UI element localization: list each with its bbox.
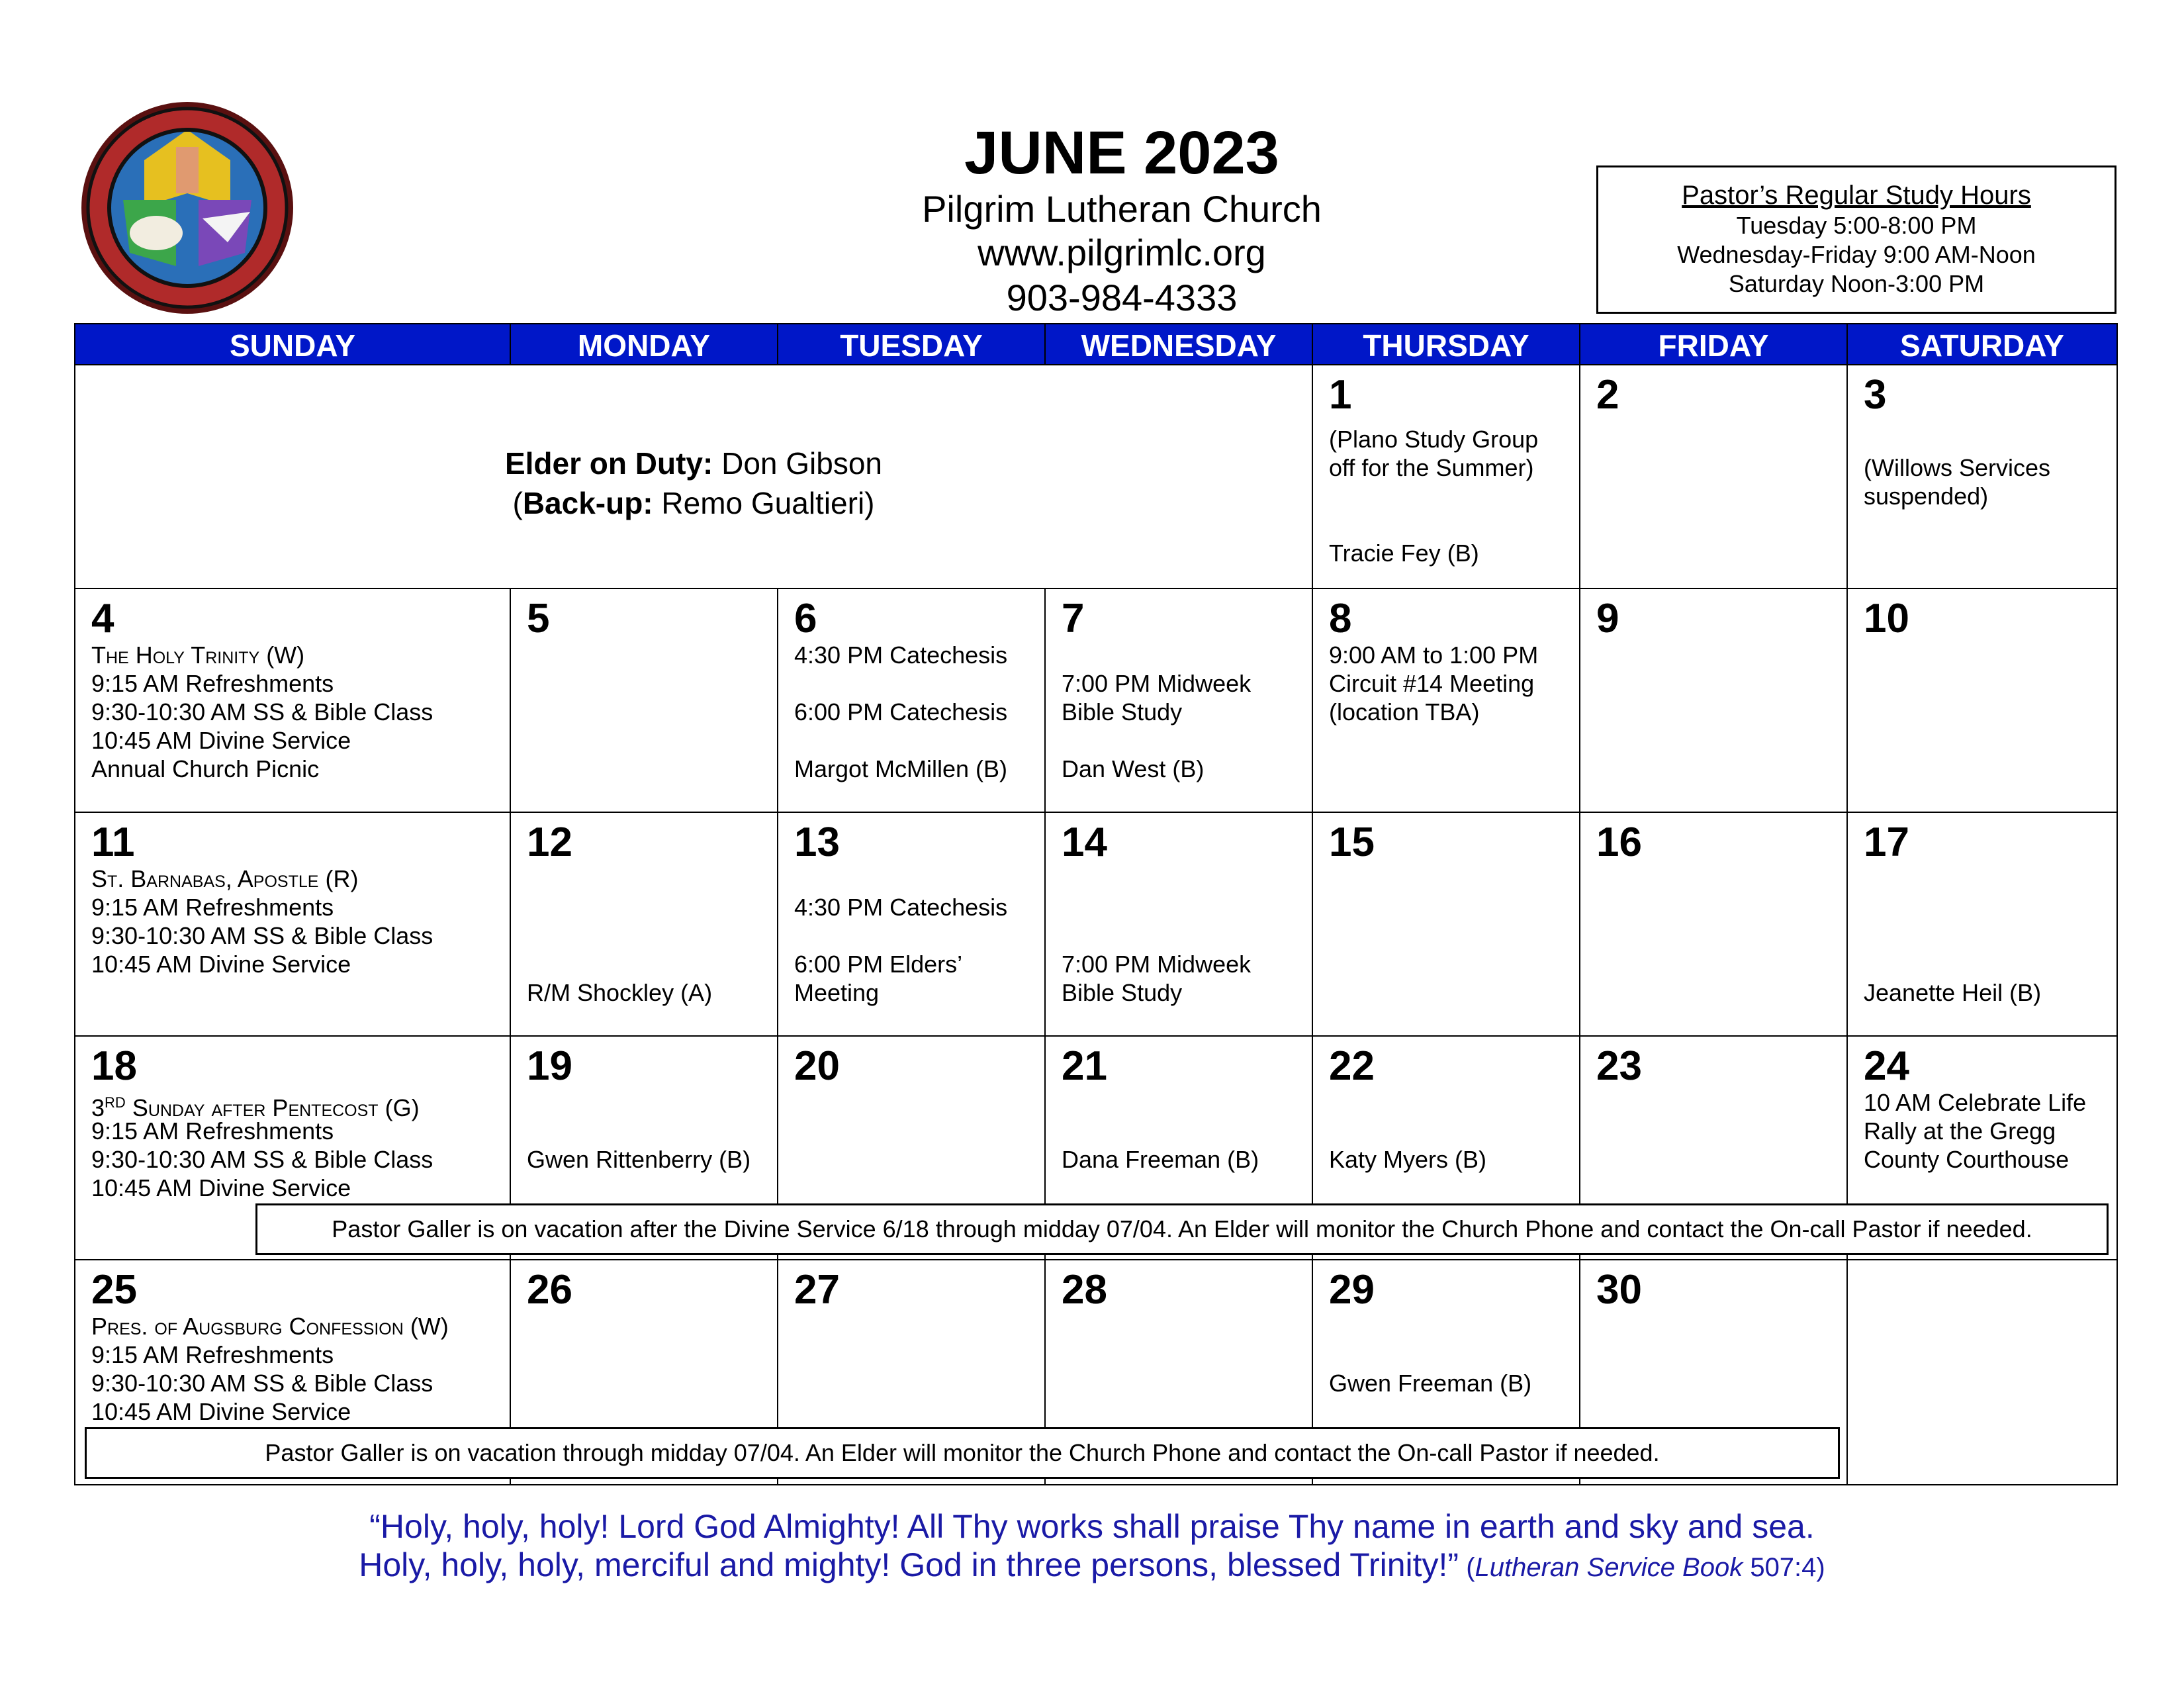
elder-line (75, 444, 1312, 483)
day-cell (1044, 588, 1313, 813)
study-hours-line: Wednesday-Friday 9:00 AM-Noon (1677, 241, 2036, 268)
text-span: The Holy Trinity (91, 641, 260, 669)
event-text: Bible Study (1062, 979, 1183, 1006)
text-span: 3 (91, 1094, 105, 1121)
event-text: 9:30-10:30 AM SS & Bible Class (91, 922, 433, 949)
text-span: (R) (318, 865, 359, 892)
event-text: 6:00 PM Catechesis (794, 698, 1008, 726)
day-number: 1 (1329, 372, 1352, 418)
day-cell (1846, 364, 2118, 589)
day-number: 2 (1596, 372, 1619, 418)
event-text: 9:30-10:30 AM SS & Bible Class (91, 698, 433, 726)
church-logo (77, 101, 298, 315)
weekday-header: SUNDAY (74, 323, 511, 365)
event-text: (Willows Services (1864, 454, 2051, 481)
day-number: 26 (527, 1267, 572, 1313)
study-hours-title: Pastor’s Regular Study Hours (1682, 181, 2031, 210)
day-number: 27 (794, 1267, 840, 1313)
event-text (91, 1312, 449, 1340)
day-number: 7 (1062, 596, 1085, 641)
day-cell (1579, 364, 1848, 589)
hymn-quote-line: “Holy, holy, holy! Lord God Almighty! All Thy works shall praise Thy name in earth and sky and sea. (369, 1508, 1815, 1545)
day-cell (1846, 588, 2118, 813)
day-number: 22 (1329, 1043, 1375, 1089)
day-cell (1044, 812, 1313, 1037)
day-cell-empty (1846, 1259, 2118, 1485)
day-cell (1312, 812, 1580, 1037)
event-text: Gwen Rittenberry (B) (527, 1146, 751, 1173)
text-span: Pres. of Augsburg Confession (91, 1313, 404, 1340)
vacation-notice: Pastor Galler is on vacation through midday 07/04. An Elder will monitor the Church Phone and contact the On-call Pastor if needed. (85, 1427, 1840, 1479)
event-text: 9:30-10:30 AM SS & Bible Class (91, 1370, 433, 1397)
text-span: Don Gibson (713, 446, 883, 481)
day-number: 15 (1329, 820, 1375, 865)
day-cell (1312, 588, 1580, 813)
event-text: Bible Study (1062, 698, 1183, 726)
weekday-header: WEDNESDAY (1044, 323, 1313, 365)
day-number: 13 (794, 820, 840, 865)
event-text: 9:15 AM Refreshments (91, 1117, 334, 1145)
event-text: Annual Church Picnic (91, 755, 320, 782)
event-text: off for the Summer) (1329, 454, 1534, 481)
weekday-header: SATURDAY (1846, 323, 2118, 365)
event-text: 7:00 PM Midweek (1062, 951, 1251, 978)
event-text: 7:00 PM Midweek (1062, 670, 1251, 697)
event-text: Katy Myers (B) (1329, 1146, 1487, 1173)
text-span: St. Barnabas, Apostle (91, 865, 319, 892)
day-number: 4 (91, 596, 114, 641)
event-text: Jeanette Heil (B) (1864, 979, 2042, 1006)
day-number: 16 (1596, 820, 1642, 865)
event-text: Rally at the Gregg (1864, 1117, 2056, 1145)
event-text: Gwen Freeman (B) (1329, 1370, 1532, 1397)
calendar-grid (74, 323, 2118, 1485)
event-text: 10:45 AM Divine Service (91, 951, 351, 978)
text-span: Back-up: (522, 486, 653, 520)
study-hours-line: Tuesday 5:00-8:00 PM (1736, 212, 1977, 239)
day-cell (777, 812, 1046, 1037)
event-text: (Plano Study Group (1329, 426, 1539, 453)
event-text: 10:45 AM Divine Service (91, 1174, 351, 1201)
event-text: 4:30 PM Catechesis (794, 641, 1008, 669)
weekday-header: TUESDAY (777, 323, 1046, 365)
day-number: 10 (1864, 596, 1909, 641)
event-text: 6:00 PM Elders’ (794, 951, 963, 978)
day-cell (777, 588, 1046, 813)
page-title: JUNE 2023 (964, 119, 1279, 187)
event-text: Circuit #14 Meeting (1329, 670, 1535, 697)
day-number: 20 (794, 1043, 840, 1089)
weekday-header: FRIDAY (1579, 323, 1848, 365)
weekday-header: THURSDAY (1312, 323, 1580, 365)
day-number: 23 (1596, 1043, 1642, 1089)
hymn-quote-line (0, 1545, 2184, 1587)
text-span: ( (1459, 1553, 1475, 1582)
event-text: Dana Freeman (B) (1062, 1146, 1259, 1173)
text-span: RD (105, 1094, 126, 1111)
day-cell (74, 588, 511, 813)
day-number: 18 (91, 1043, 137, 1089)
day-number: 21 (1062, 1043, 1107, 1089)
study-hours-line: Saturday Noon-3:00 PM (1728, 270, 1985, 297)
day-cell (1579, 588, 1848, 813)
event-text: (location TBA) (1329, 698, 1480, 726)
day-cell (74, 812, 511, 1037)
day-number: 25 (91, 1267, 137, 1313)
text-span: Elder on Duty: (504, 446, 713, 481)
event-text: 10:45 AM Divine Service (91, 1398, 351, 1425)
event-text: 9:15 AM Refreshments (91, 670, 334, 697)
day-number: 30 (1596, 1267, 1642, 1313)
day-number: 12 (527, 820, 572, 865)
weekday-header: MONDAY (510, 323, 778, 365)
event-text: 10 AM Celebrate Life (1864, 1089, 2087, 1116)
event-text: 4:30 PM Catechesis (794, 894, 1008, 921)
day-cell (510, 588, 778, 813)
event-text (91, 865, 358, 893)
day-number: 28 (1062, 1267, 1107, 1313)
day-number: 6 (794, 596, 817, 641)
text-span: Lutheran Service Book (1475, 1553, 1743, 1582)
backup-line (75, 483, 1312, 523)
event-text: Margot McMillen (B) (794, 755, 1008, 782)
day-cell (1846, 812, 2118, 1037)
text-span: Sunday after Pentecost (125, 1094, 379, 1121)
day-number: 3 (1864, 372, 1887, 418)
day-number: 5 (527, 596, 550, 641)
church-phone: 903-984-4333 (1006, 277, 1238, 318)
event-text: Dan West (B) (1062, 755, 1205, 782)
day-cell (1579, 812, 1848, 1037)
day-number: 29 (1329, 1267, 1375, 1313)
event-text: 9:15 AM Refreshments (91, 894, 334, 921)
day-number: 19 (527, 1043, 572, 1089)
day-number: 24 (1864, 1043, 1909, 1089)
day-number: 11 (91, 820, 135, 865)
vacation-notice: Pastor Galler is on vacation after the Divine Service 6/18 through midday 07/04. An Elder will monitor the Church Phone and contact the On-call Pastor if needed. (255, 1203, 2109, 1255)
text-span: Holy, holy, holy, merciful and mighty! God in three persons, blessed Trinity!” (359, 1546, 1459, 1583)
event-text: 9:00 AM to 1:00 PM (1329, 641, 1539, 669)
text-span: (W) (403, 1313, 449, 1340)
event-text: suspended) (1864, 483, 1989, 510)
text-span: (W) (259, 641, 305, 669)
day-number: 8 (1329, 596, 1352, 641)
church-name: Pilgrim Lutheran Church (922, 188, 1322, 230)
event-text: County Courthouse (1864, 1146, 2070, 1173)
text-span: (G) (378, 1094, 420, 1121)
event-text (91, 641, 304, 669)
text-span: ( (512, 486, 523, 520)
event-text: 9:30-10:30 AM SS & Bible Class (91, 1146, 433, 1173)
event-text: Meeting (794, 979, 880, 1006)
church-website: www.pilgrimlc.org (978, 232, 1266, 273)
day-cell (510, 812, 778, 1037)
elder-on-duty-cell (74, 364, 1313, 589)
event-text: 9:15 AM Refreshments (91, 1341, 334, 1368)
day-number: 9 (1596, 596, 1619, 641)
event-text: 10:45 AM Divine Service (91, 727, 351, 754)
text-span: 507:4) (1743, 1553, 1825, 1582)
day-number: 17 (1864, 820, 1909, 865)
day-cell (1312, 364, 1580, 589)
event-text: R/M Shockley (A) (527, 979, 713, 1006)
day-number: 14 (1062, 820, 1107, 865)
event-text: Tracie Fey (B) (1329, 539, 1479, 567)
text-span: Remo Gualtieri) (653, 486, 875, 520)
study-hours-box (1596, 165, 2116, 314)
